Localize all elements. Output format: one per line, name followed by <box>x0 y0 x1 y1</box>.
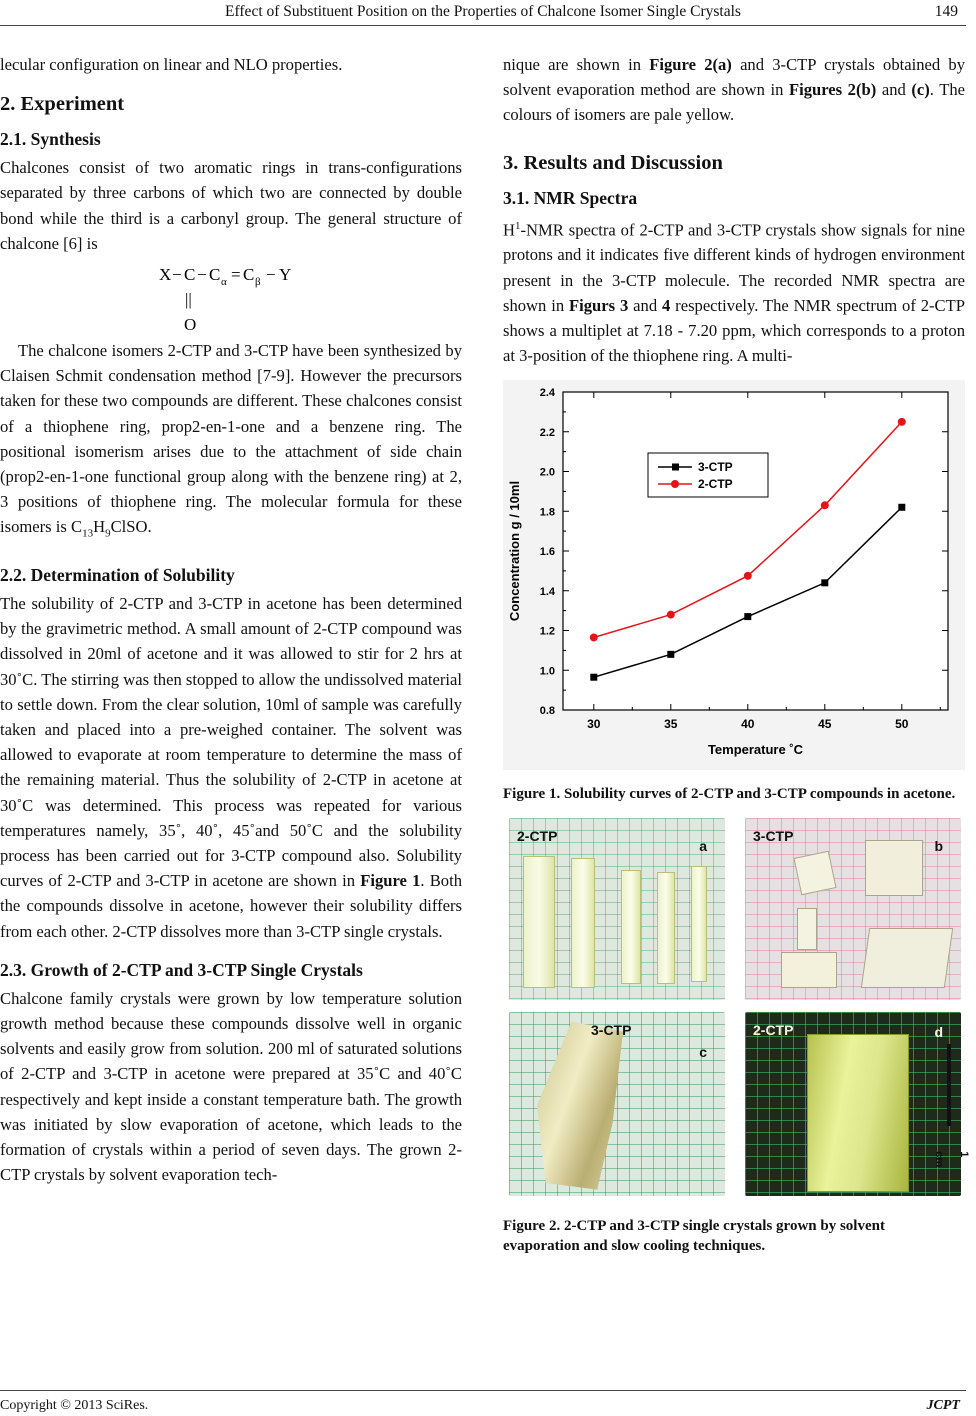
figure3-ref: Figurs 3 <box>569 295 629 315</box>
photo-panel-letter: a <box>699 837 707 854</box>
x-tick-label: 50 <box>895 717 909 732</box>
data-point-3-CTP <box>898 504 905 511</box>
formula-y: Y <box>279 265 292 285</box>
figure-1 <box>503 380 965 803</box>
crystal-block <box>797 908 817 950</box>
nmr-h: H <box>503 220 515 240</box>
crystal-needle <box>523 856 555 988</box>
crystal-block <box>865 840 923 896</box>
solubility-text: The solubility of 2-CTP and 3-CTP in acetone has been determined by the gravimetric method. A small amount of 2-CTP compound was dissolved in 20ml of acetone and it was allowed to stir for 2 hrs at 30˚C. The stirring was then stopped to allow the undissolved material to settle down. From the clear solution, 10ml of sample was carefully taken and placed into a pre-weighed container. The solvent was allowed to evaporate at room temperature to determine the mass of the remaining material. Thus the solubility of 2-CTP in acetone at 30˚C was determined. This process was repeated for various temperatures namely, 35˚, 40˚, 45˚and 50˚C and the solubility process has been carried out for 3-CTP compound also. Solubility curves of 2-CTP and 3-CTP in acetone are shown in <box>0 593 462 891</box>
crystal-needle <box>571 858 595 988</box>
legend-label: 3-CTP <box>698 460 733 475</box>
section-experiment-heading: 2. Experiment <box>0 93 125 116</box>
x-tick-label: 45 <box>818 717 832 732</box>
scale-bar-label: 1 cm <box>933 1150 971 1167</box>
photo-panel-letter: d <box>934 1023 943 1040</box>
crystal-needle <box>657 872 675 984</box>
formula-alpha: α <box>221 276 227 289</box>
data-point-3-CTP <box>667 651 674 658</box>
figure-2 <box>503 818 971 1256</box>
y-tick-label: 2.0 <box>539 466 555 479</box>
figure1-ref: Figure 1 <box>360 871 421 891</box>
footer-rule <box>0 1390 966 1391</box>
y-tick-label: 0.8 <box>539 705 555 718</box>
crystal-block <box>861 928 953 988</box>
section-growth-heading: 2.3. Growth of 2-CTP and 3-CTP Single Crystals <box>0 959 363 980</box>
photo-label-3-CTP: 3-CTP <box>591 1021 632 1038</box>
legend-label: 2-CTP <box>698 477 733 492</box>
y-tick-label: 1.4 <box>539 586 555 599</box>
photo-label-2-CTP: 2-CTP <box>517 827 558 844</box>
figure2a-ref: Figure 2(a) <box>649 55 732 74</box>
formula-dash3: − <box>266 265 276 285</box>
section-solubility-heading: 2.2. Determination of Solubility <box>0 564 235 585</box>
photo-label-2-CTP: 2-CTP <box>753 1021 794 1038</box>
cont-text-b: and 3-CTP crystals obtained by solvent evaporation method are shown in <box>503 55 965 100</box>
nmr-text-b: respectively. The NMR spectrum of 2-CTP shows a multiplet at 7.18 - 7.20 ppm, which corresponds to a proton at 3-position of the thiophene ring. A multi- <box>503 295 965 366</box>
crystal-photos <box>509 818 971 1196</box>
formula-eq: = <box>231 265 241 285</box>
mf-sub-13: 13 <box>82 527 94 540</box>
synthesis-paragraph: Chalcones consist of two aromatic rings in trans-configurations separated by three carbons of which two are connected by double bond while the third is a carbonyl group. The general structure of chalcone [6] is <box>0 158 462 253</box>
figure2-caption: Figure 2. 2-CTP and 3-CTP single crystals grown by solvent evaporation and slow cooling techniques. <box>503 1217 885 1254</box>
cont-text-c: and <box>876 80 912 100</box>
chalcone-structure-formula <box>0 256 462 338</box>
mf-rest: ClSO. <box>110 517 152 537</box>
journal-name: JCPT <box>926 1398 960 1413</box>
data-point-2-CTP <box>898 418 906 426</box>
mf-c: C <box>71 517 83 537</box>
right-column <box>503 52 971 1256</box>
copyright: Copyright © 2013 SciRes. <box>0 1398 149 1413</box>
x-axis-label: Temperature ˚C <box>707 742 804 758</box>
formula-c-beta: C <box>243 265 255 285</box>
formula-beta: β <box>255 276 261 289</box>
cont-text-d: . The colours of isomers are pale yellow. <box>503 80 966 125</box>
running-title: Effect of Substituent Position on the Properties of Chalcone Isomer Single Crystals <box>225 3 741 20</box>
data-point-3-CTP <box>744 613 751 620</box>
data-point-2-CTP <box>744 572 752 580</box>
data-point-3-CTP <box>821 580 828 587</box>
figure2b-ref: Figures 2(b) <box>788 80 877 100</box>
y-tick-label: 1.0 <box>539 665 555 678</box>
nmr-paragraph <box>503 214 965 369</box>
y-tick-label: 2.2 <box>539 427 555 440</box>
formula-dash1: − <box>172 265 182 285</box>
page-number: 149 <box>934 3 958 20</box>
figure2c-ref: (c) <box>911 80 930 100</box>
y-tick-label: 1.6 <box>539 546 555 559</box>
section-results-heading: 3. Results and Discussion <box>503 151 723 174</box>
intro-tail: lecular configuration on linear and NLO properties. <box>0 55 343 74</box>
solubility-tail: . Both the compounds dissolve in acetone, however their solubility differs from each other. 2-CTP dissolves more than 3-CTP single crystals. <box>0 871 463 941</box>
isomers-paragraph <box>0 338 462 547</box>
photo-b-3ctp <box>745 818 961 1000</box>
nmr-text-a: -NMR spectra of 2-CTP and 3-CTP crystals show signals for nine protons and it indicates five different kinds of hydrogen environment present in the 3-CTP molecule. The recorded NMR spectra are shown in <box>503 220 965 315</box>
header-rule <box>0 25 966 26</box>
crystal-shard <box>537 1022 623 1190</box>
photo-panel-letter: c <box>699 1043 707 1060</box>
legend-marker <box>671 480 679 488</box>
solubility-chart <box>503 380 965 770</box>
running-head <box>0 0 966 24</box>
photo-panel-letter: b <box>934 837 943 854</box>
mf-h: H <box>93 517 106 537</box>
page-footer <box>0 1398 966 1416</box>
plot-frame <box>563 392 948 710</box>
data-point-2-CTP <box>590 634 598 642</box>
data-point-2-CTP <box>667 611 675 619</box>
crystal-needle <box>621 870 641 984</box>
formula-dash2: − <box>197 265 207 285</box>
data-point-3-CTP <box>590 674 597 681</box>
y-tick-label: 1.8 <box>539 506 555 519</box>
crystal-block-large <box>807 1034 909 1192</box>
formula-x: X <box>159 265 172 285</box>
legend-marker <box>672 464 679 471</box>
scale-bar <box>947 1044 951 1126</box>
mf-sub-9: 9 <box>105 527 111 540</box>
section-synthesis-heading: 2.1. Synthesis <box>0 129 101 150</box>
section-nmr-heading: 3.1. NMR Spectra <box>503 187 638 208</box>
growth-continued-paragraph <box>503 52 965 128</box>
solubility-paragraph <box>0 591 462 944</box>
formula-double-bond: || <box>185 290 192 310</box>
formula-c: C <box>184 265 196 285</box>
photo-label-3-CTP: 3-CTP <box>753 827 794 844</box>
y-tick-label: 2.4 <box>539 387 555 400</box>
crystal-needle <box>691 866 707 982</box>
crystal-block <box>781 952 837 988</box>
isomers-text: The chalcone isomers 2-CTP and 3-CTP have been synthesized by Claisen Schmit condensation method [7-9]. However the precursors taken for these two compounds are different. These chalcones consist of a thiophene ring, prop2-en-1-one and a benzene ring. The positional isomerism arises due to the attachment of side chain (prop2-en-1-one functional group along with the benzene ring) at 2, 3 positions of thiophene ring. The molecular formula for these isomers is <box>0 341 462 537</box>
photo-a-2ctp <box>509 818 725 1000</box>
y-tick-label: 1.2 <box>539 625 555 638</box>
formula-o: O <box>184 315 197 335</box>
formula-svg <box>155 260 315 338</box>
x-tick-label: 30 <box>587 717 601 732</box>
figure1-caption: Figure 1. Solubility curves of 2-CTP and 3-CTP compounds in acetone. <box>503 785 956 802</box>
chart-legend <box>648 453 768 497</box>
x-tick-label: 35 <box>664 717 678 732</box>
photo-d-2ctp <box>745 1012 971 1196</box>
left-column <box>0 52 462 1187</box>
x-tick-label: 40 <box>741 717 755 732</box>
data-point-2-CTP <box>821 502 829 510</box>
nmr-sup: 1 <box>514 219 521 232</box>
cont-text-a: nique are shown in <box>503 55 650 74</box>
nmr-and: and <box>628 295 662 315</box>
growth-paragraph: Chalcone family crystals were grown by low temperature solution growth method because these compounds dissolve well in organic solvents and easily grow from solution. 200 ml of saturated solutions of 2-CTP and 3-CTP in acetone were prepared at 35˚C and 40˚C respectively and kept inside a constant temperature bath. The growth was initiated by slow evaporation of acetone, which leads to the formation of crystals within a period of seven days. The grown 2-CTP crystals by solvent evaporation tech- <box>0 988 462 1185</box>
formula-c-alpha: C <box>209 265 221 285</box>
photo-c-3ctp <box>509 1012 725 1196</box>
figure4-ref: 4 <box>662 295 671 315</box>
y-axis-label: Concentration g / 10ml <box>507 481 522 622</box>
crystal-block <box>793 850 836 895</box>
